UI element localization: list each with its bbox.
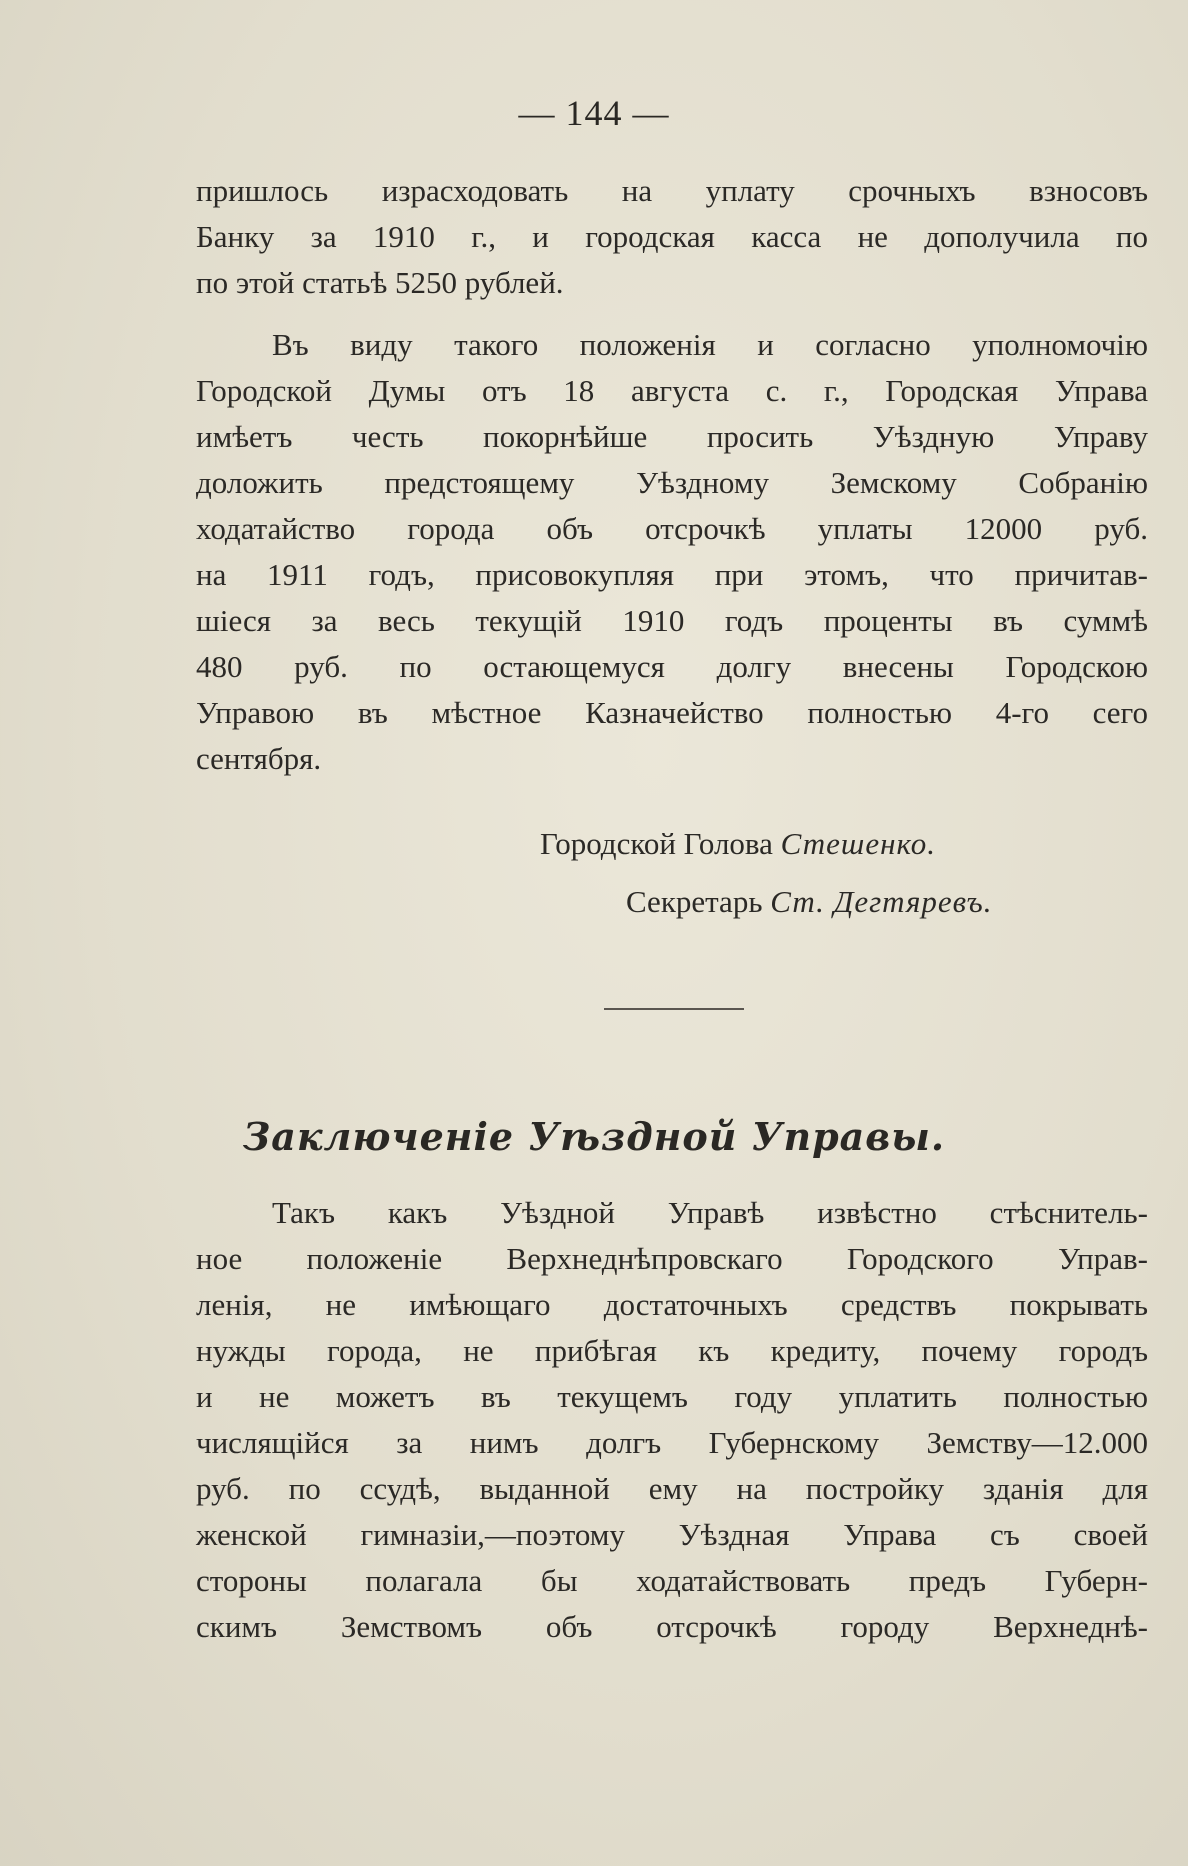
mayor-title: Городской Голова xyxy=(540,826,773,861)
text-line: пришлось израсходовать на уплату срочныхъ взносовъ xyxy=(196,173,1148,208)
text-line: Городской Думы отъ 18 августа с. г., Городская Управа xyxy=(196,373,1148,408)
text-line: по этой статьѣ 5250 рублей. xyxy=(196,265,564,300)
mayor-name: Стешенко. xyxy=(780,826,937,861)
paragraph-2 xyxy=(196,322,1148,782)
text-line: руб. по ссудѣ, выданной ему на постройку зданія для xyxy=(196,1471,1148,1506)
text-line: сентября. xyxy=(196,741,322,776)
text-line: женской гимназіи,—поэтому Уѣздная Управа съ своей xyxy=(196,1517,1148,1552)
secretary-signature xyxy=(626,884,993,920)
secretary-name: Ст. Дегтяревъ. xyxy=(770,884,993,919)
text-line: ходатайство города объ отсрочкѣ уплаты 12000 руб. xyxy=(196,511,1148,546)
paragraph-3 xyxy=(196,1190,1148,1650)
text-line: доложить предстоящему Уѣздному Земскому Собранію xyxy=(196,465,1148,500)
text-line: скимъ Земствомъ объ отсрочкѣ городу Верхнеднѣ- xyxy=(196,1609,1148,1644)
text-line: Въ виду такого положенія и согласно уполномочію xyxy=(272,327,1148,362)
section-heading: Заключеніе Уѣздной Управы. xyxy=(242,1114,946,1159)
text-line: стороны полагала бы ходатайствовать предъ Губерн- xyxy=(196,1563,1148,1598)
text-line: и не можетъ въ текущемъ году уплатить полностью xyxy=(196,1379,1148,1414)
text-line: нужды города, не прибѣгая къ кредиту, почему городъ xyxy=(196,1333,1148,1368)
section-divider xyxy=(604,1008,744,1010)
paragraph-1 xyxy=(196,168,1148,306)
secretary-title: Секретарь xyxy=(626,884,763,919)
text-line: числящійся за нимъ долгъ Губернскому Земству—12.000 xyxy=(196,1425,1148,1460)
text-line: на 1911 годъ, присовокупляя при этомъ, что причитав- xyxy=(196,557,1148,592)
mayor-signature xyxy=(540,826,936,862)
text-line: шіеся за весь текущій 1910 годъ проценты въ суммѣ xyxy=(196,603,1148,638)
text-line: Управою въ мѣстное Казначейство полностью 4-го сего xyxy=(196,695,1148,730)
page-number: — 144 — xyxy=(518,93,670,133)
text-line: имѣетъ честь покорнѣйше просить Уѣздную Управу xyxy=(196,419,1148,454)
text-line: Банку за 1910 г., и городская касса не дополучила по xyxy=(196,219,1148,254)
text-line: ленія, не имѣющаго достаточныхъ средствъ покрывать xyxy=(196,1287,1148,1322)
text-line: Такъ какъ Уѣздной Управѣ извѣстно стѣснитель- xyxy=(272,1195,1148,1230)
text-line: ное положеніе Верхнеднѣпровскаго Городского Управ- xyxy=(196,1241,1148,1276)
text-line: 480 руб. по остающемуся долгу внесены Городскою xyxy=(196,649,1148,684)
